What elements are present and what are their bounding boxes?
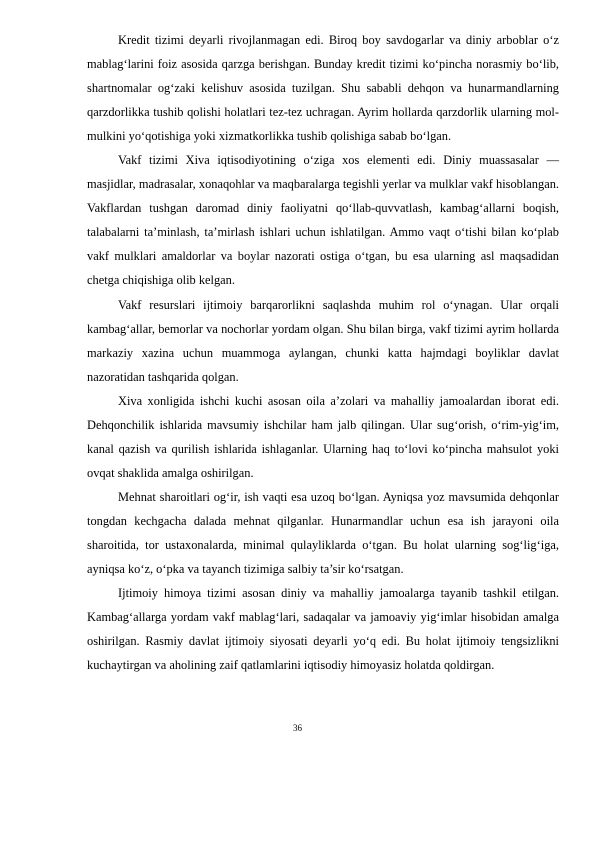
page-number: 36 (293, 723, 302, 733)
paragraph-vakf-system: Vakf tizimi Xiva iqtisodiyotining o‘ziga xos elementi edi. Diniy muassasalar — masjidlar, madrasalar, xonaqohlar va maqbaralarga tegishli yerlar va mulklar vakf hisoblangan. Vakflardan tushgan daromad diniy faoliyatni qo‘llab-quvvatlash, kambag‘allarni boqish, talabalarni ta’minlash, ta’mirlash ishlari uchun ishlatilgan. Ammo vaqt o‘tishi bilan ko‘plab vakf mulklari amaldorlar va boylar nazorati ostiga o‘tgan, bu esa ularning asl maqsadidan chetga chiqishiga olib kelgan. (87, 153, 559, 288)
document-body (87, 28, 559, 677)
paragraph-social-protection: Ijtimoiy himoya tizimi asosan diniy va mahalliy jamoalarga tayanib tashkil etilgan. Kambag‘allarga yordam vakf mablag‘lari, sadaqalar va jamoaviy yig‘imlar hisobidan amalga oshirilgan. Rasmiy davlat ijtimoiy siyosati deyarli yo‘q edi. Bu holat ijtimoiy tengsizlikni kuchaytirgan va aholining zaif qatlamlarini iqtisodiy himoyasiz holatda qoldirgan. (87, 586, 559, 673)
paragraph-credit-system: Kredit tizimi deyarli rivojlanmagan edi. Biroq boy savdogarlar va diniy arboblar o‘z mablag‘larini foiz asosida qarzga berishgan. Bunday kredit tizimi ko‘pincha norasmiy bo‘lib, shartnomalar og‘zaki kelishuv asosida tuzilgan. Shu sababli dehqon va hunarmandlarning qarzdorlikka tushib qolishi holatlari tez-tez uchragan. Ayrim hollarda qarzdorlik ularning mol-mulkini yo‘qotishiga yoki xizmatkorlikka tushib qolishiga sabab bo‘lgan. (87, 33, 559, 144)
paragraph-vakf-resources: Vakf resurslari ijtimoiy barqarorlikni saqlashda muhim rol o‘ynagan. Ular orqali kambag‘allar, bemorlar va nochorlar yordam olgan. Shu bilan birga, vakf tizimi ayrim hollarda markaziy xazina uchun muammoga aylangan, chunki katta hajmdagi boyliklar davlat nazoratidan tashqarida qolgan. (87, 297, 559, 384)
paragraph-labor-force: Xiva xonligida ishchi kuchi asosan oila a’zolari va mahalliy jamoalardan iborat edi. Dehqonchilik ishlarida mavsumiy ishchilar ham jalb qilingan. Ular sug‘orish, o‘rim-yig‘im, kanal qazish va qurilish ishlarida ishlaganlar. Ularning haq to‘lovi ko‘pincha mahsulot yoki ovqat shaklida amalga oshirilgan. (87, 393, 559, 480)
paragraph-working-conditions: Mehnat sharoitlari og‘ir, ish vaqti esa uzoq bo‘lgan. Ayniqsa yoz mavsumida dehqonlar tongdan kechgacha dalada mehnat qilganlar. Hunarmandlar uchun esa ish jarayoni oila sharoitida, tor ustaxonalarda, minimal qulayliklarda o‘tgan. Bu holat ularning sog‘lig‘iga, ayniqsa ko‘z, o‘pka va tayanch tizimiga salbiy ta’sir ko‘rsatgan. (87, 489, 559, 577)
